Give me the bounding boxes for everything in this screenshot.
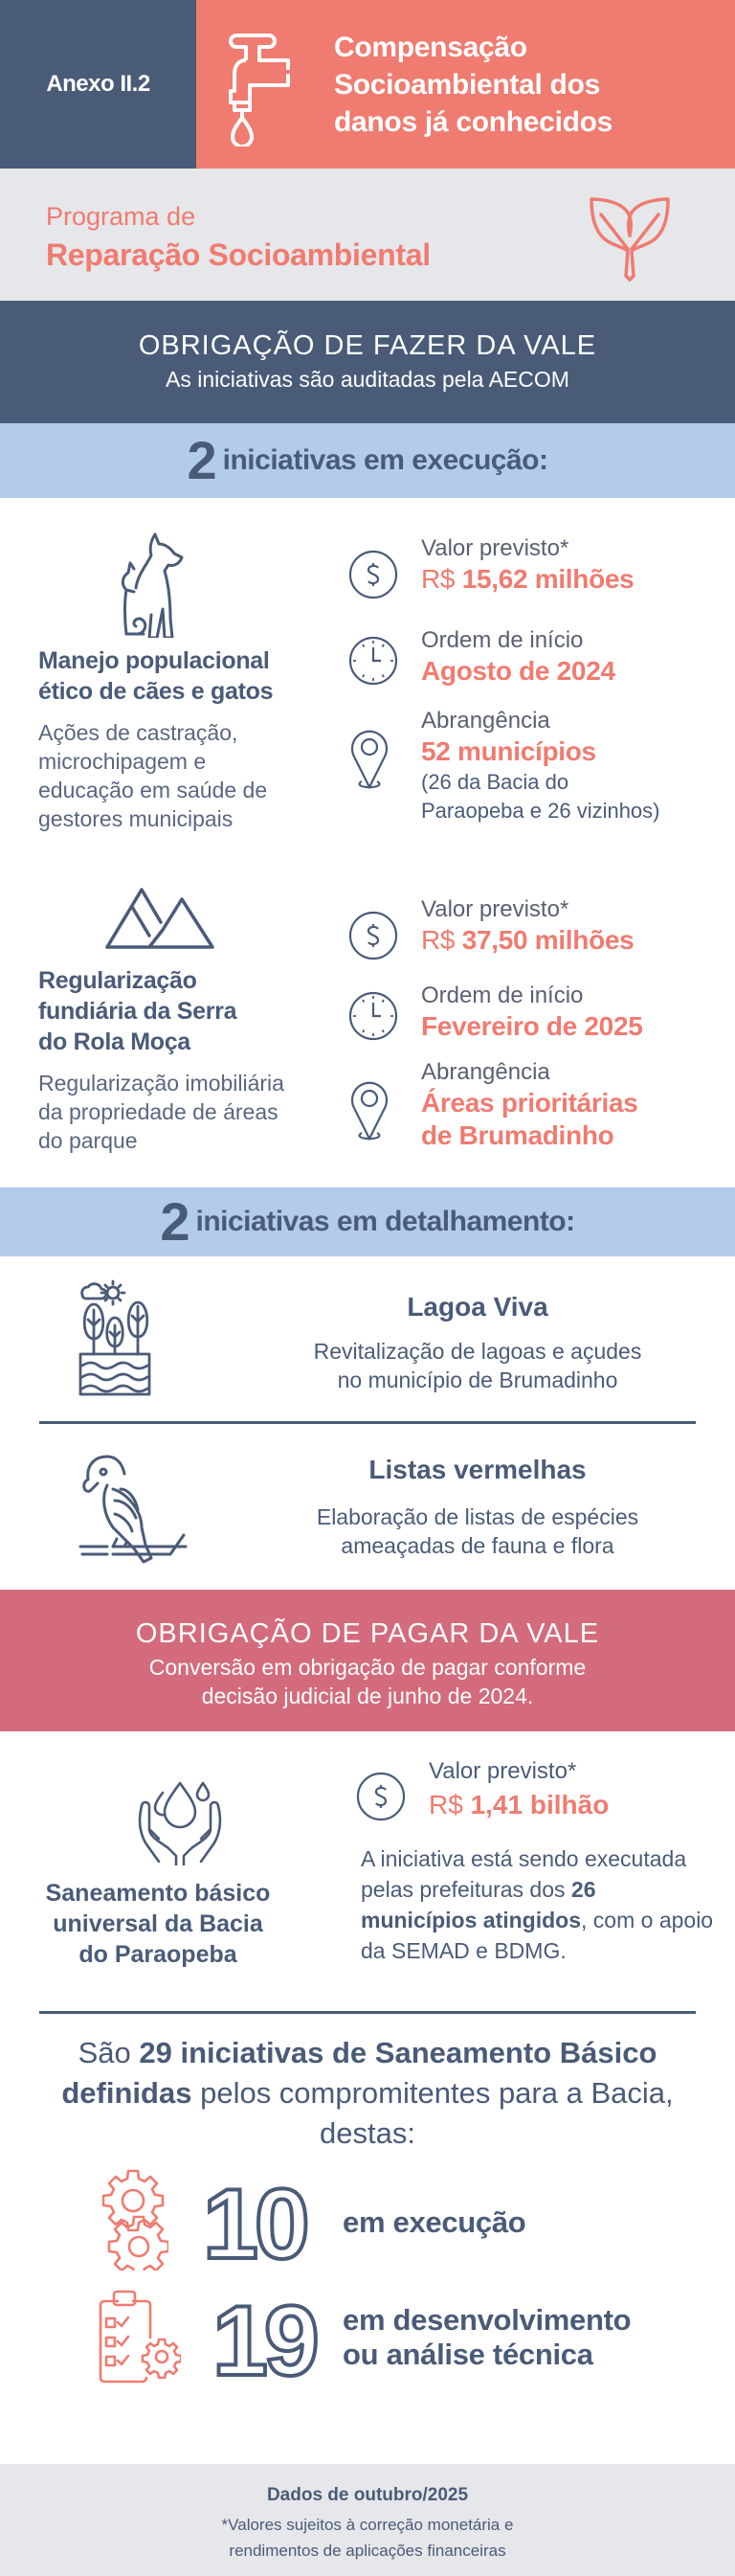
desc-line: no município de Brumadinho [337, 1367, 618, 1392]
in-execution-label: iniciativas em execução: [222, 444, 548, 476]
sanitation-summary [0, 2014, 735, 2154]
initiative-title [38, 645, 273, 707]
annex-label: Anexo II.2 [46, 71, 150, 97]
footnote [0, 2512, 735, 2564]
clock-icon [348, 991, 398, 1041]
dollar-circle-icon [356, 1772, 406, 1821]
gears-icon [101, 2169, 168, 2271]
stat-number: 10 [203, 2169, 306, 2280]
scope-label: Abrangência [421, 708, 550, 734]
sanitation-title [0, 1878, 316, 1970]
initiative-title-line: Regularização [38, 967, 197, 994]
note-line: (26 da Bacia do [421, 770, 569, 794]
value-fact [348, 534, 660, 626]
sanitation-text [361, 1843, 715, 1966]
initiative-card [0, 852, 735, 1187]
location-pin-icon [348, 726, 390, 791]
value-label: Valor previsto* [421, 535, 569, 561]
dollar-circle-icon [348, 550, 398, 599]
desc-line: Ações de castração, [38, 720, 238, 745]
stat-number: 19 [212, 2286, 316, 2397]
obligation-pay-title: OBRIGAÇÃO DE PAGAR DA VALE [135, 1618, 600, 1649]
header [0, 0, 735, 169]
in-execution-count: 2 [187, 430, 215, 490]
program-block [0, 169, 735, 301]
header-title-line: Compensação [334, 31, 527, 63]
initiative-title-line: fundiária da Serra [38, 998, 237, 1025]
data-date: Dados de outubro/2025 [266, 2485, 469, 2505]
initiative-card [0, 498, 735, 852]
initiative-title [38, 965, 236, 1057]
in-execution-banner [0, 423, 735, 498]
start-value: Fevereiro de 2025 [421, 1011, 643, 1041]
value-fact [348, 895, 643, 982]
footnote-line: *Valores sujeitos à correção monetária e [221, 2516, 514, 2534]
title-line: universal da Bacia [53, 1910, 263, 1937]
scope-fact [348, 1058, 643, 1152]
desc-line: gestores municipais [38, 806, 234, 831]
label-line: em desenvolvimento [343, 2303, 632, 2337]
desc-line: Elaboração de listas de espécies [316, 1504, 639, 1529]
desc-line: ameaçadas de fauna e flora [341, 1533, 614, 1558]
scope-value: 52 municípios [421, 736, 596, 766]
detailing-description [220, 1503, 735, 1560]
clock-icon [348, 636, 398, 686]
start-value: Agosto de 2024 [421, 656, 615, 686]
value-label: Valor previsto* [429, 1758, 577, 1784]
stat-label [343, 2303, 631, 2372]
detailing-title: Listas vermelhas [368, 1455, 587, 1484]
summary-pre: São [78, 2036, 140, 2069]
sanitation-card [0, 1731, 735, 2011]
footer [0, 2464, 735, 2576]
hands-water-icon [132, 1779, 228, 1865]
in-detailing-label: iniciativas em detalhamento: [195, 1206, 575, 1237]
summary-bold: 29 iniciativas de Saneamento Básico definidas [61, 2036, 657, 2110]
value-amount [421, 924, 643, 957]
obligation-do-subtitle: As iniciativas são auditadas pela AECOM [166, 367, 569, 392]
value-amount [429, 1788, 609, 1822]
initiative-facts [348, 895, 643, 1152]
program-line1: Programa de [46, 202, 196, 231]
amount: 37,50 milhões [461, 925, 635, 955]
initiative-title-line: Manejo populacional [38, 647, 270, 674]
obligation-pay-banner [0, 1590, 735, 1731]
detailing-description [220, 1337, 735, 1394]
obligation-do-banner [0, 301, 735, 423]
value-amount [421, 563, 660, 596]
mountains-icon [103, 884, 216, 951]
annex-badge [0, 0, 196, 169]
initiative-facts [348, 534, 660, 825]
dollar-circle-icon [348, 911, 398, 960]
parrot-icon [78, 1451, 191, 1566]
scope-value-line: de Brumadinho [421, 1120, 614, 1150]
header-title [334, 29, 612, 141]
desc-line: Revitalização de lagoas e açudes [313, 1339, 642, 1364]
stat-label: em execução [343, 2205, 526, 2239]
stat-row [0, 2286, 735, 2397]
amount: 15,62 milhões [461, 564, 635, 594]
detailing-title: Lagoa Viva [407, 1292, 548, 1322]
text-bold: 26 municípios atingidos [361, 1877, 596, 1932]
summary-post: pelos compromitentes para a Bacia, destas: [191, 2076, 674, 2150]
title-line: Saneamento básico [45, 1880, 271, 1907]
detailing-item [0, 1424, 735, 1582]
footnote-line: rendimentos de aplicações financeiras [229, 2542, 506, 2560]
label-line: ou análise técnica [343, 2338, 593, 2371]
program-line2: Reparação Socioambiental [46, 237, 431, 272]
sanitation-value-fact [356, 1755, 609, 1822]
desc-line: microchipagem e [38, 749, 207, 774]
initiative-title-line: do Rola Moça [38, 1028, 190, 1055]
scope-value-line: Áreas prioritárias [421, 1088, 638, 1118]
header-title-line: danos já conhecidos [334, 105, 613, 138]
start-fact [348, 626, 660, 707]
obligation-do-title: OBRIGAÇÃO DE FAZER DA VALE [138, 330, 597, 361]
text-post: , com o apoio da SEMAD e BDMG. [361, 1908, 714, 1963]
subtitle-line: Conversão em obrigação de pagar conforme [148, 1655, 587, 1680]
lagoon-trees-icon [78, 1277, 151, 1396]
faucet-icon [223, 22, 319, 147]
location-pin-icon [348, 1077, 390, 1142]
subtitle-line: decisão judicial de junho de 2024. [201, 1683, 534, 1708]
detailing-item [0, 1256, 735, 1421]
in-detailing-count: 2 [160, 1191, 189, 1252]
dog-cat-icon [113, 531, 189, 638]
scope-fact [348, 707, 660, 825]
currency: R$ [421, 925, 456, 955]
sprout-icon [580, 193, 679, 283]
initiative-description [38, 1069, 284, 1155]
desc-line: educação em saúde de [38, 778, 268, 802]
start-fact [348, 982, 643, 1058]
start-label: Ordem de início [421, 983, 584, 1008]
obligation-pay-subtitle [0, 1653, 735, 1710]
note-line: Paraopeba e 26 vizinhos) [421, 799, 660, 823]
desc-line: Regularização imobiliária [38, 1071, 284, 1096]
desc-line: do parque [38, 1128, 138, 1153]
value-label: Valor previsto* [421, 896, 569, 922]
title-line: do Paraopeba [78, 1941, 237, 1968]
scope-label: Abrangência [421, 1059, 550, 1085]
initiative-title-line: ético de cães e gatos [38, 678, 274, 705]
amount: 1,41 bilhão [470, 1790, 610, 1819]
header-title-block [196, 0, 735, 169]
currency: R$ [429, 1790, 463, 1819]
in-detailing-banner [0, 1187, 735, 1256]
text-pre: A iniciativa está sendo executada pelas prefeituras dos [361, 1846, 687, 1902]
desc-line: da propriedade de áreas [38, 1099, 278, 1124]
header-title-line: Socioambiental dos [334, 68, 600, 101]
stat-row [0, 2169, 735, 2280]
scope-note [421, 768, 660, 825]
checklist-gear-icon [99, 2290, 181, 2384]
initiative-description [38, 718, 267, 833]
currency: R$ [421, 564, 456, 594]
start-label: Ordem de início [421, 627, 584, 653]
scope-value [421, 1087, 643, 1152]
